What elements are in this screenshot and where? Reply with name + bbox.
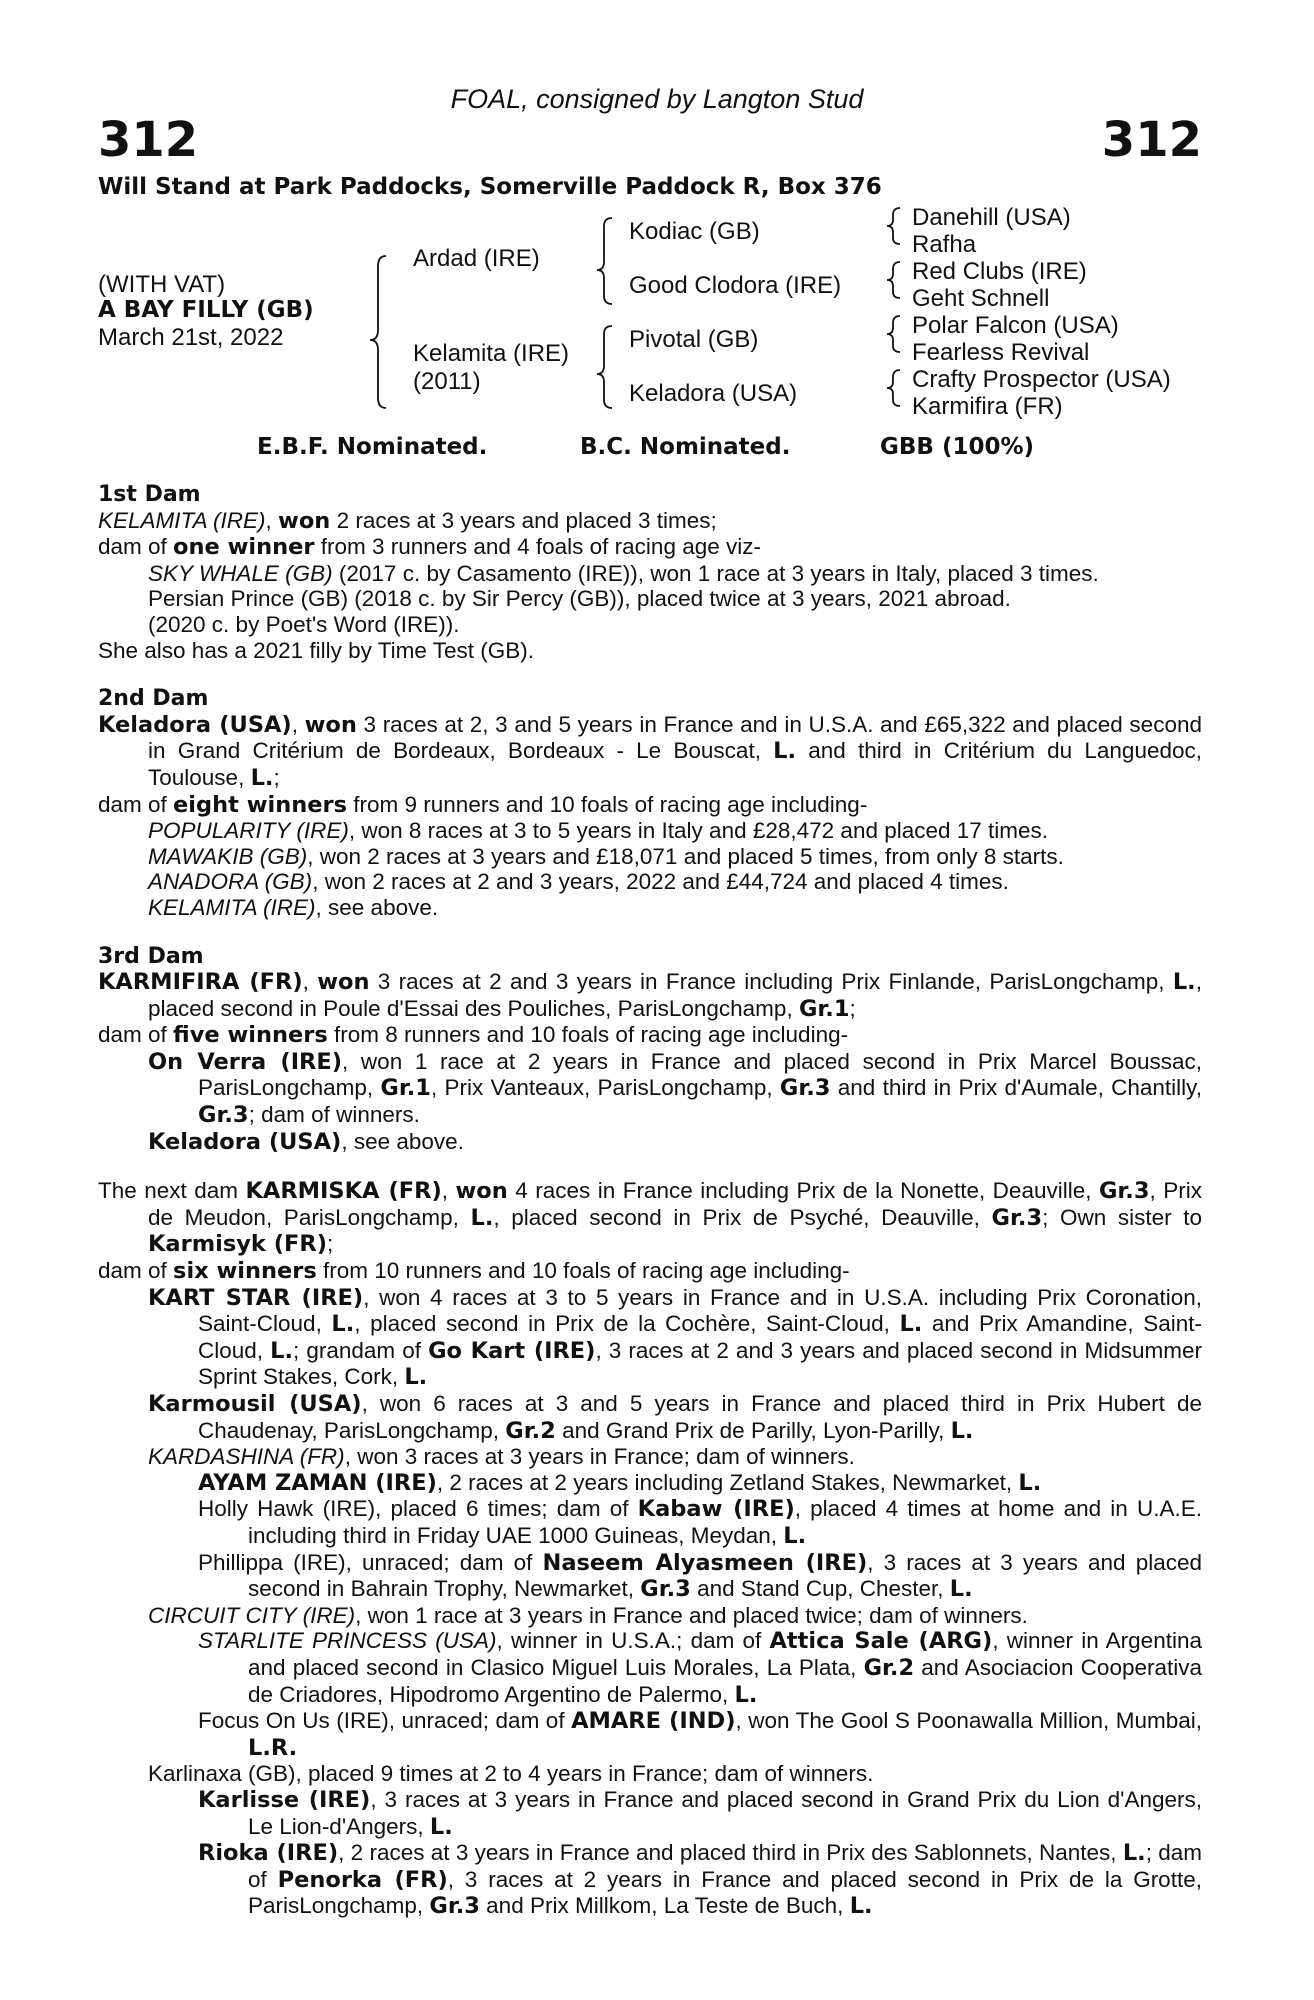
grandproduce-name: Kabaw (IRE) bbox=[637, 1496, 795, 1523]
stand-location: Will Stand at Park Paddocks, Somerville Paddock R, Box 376 bbox=[98, 174, 882, 200]
text: , won 1 race at 3 years in France and placed twice; dam of winners. bbox=[355, 1602, 1028, 1628]
produce-name: KART STAR (IRE) bbox=[148, 1284, 364, 1311]
text: and third in Critérium du Languedoc, Toulouse, bbox=[148, 738, 1203, 790]
text: , won 3 races at 3 years in France; dam of winners. bbox=[344, 1444, 855, 1470]
produce-name: CIRCUIT CITY (IRE) bbox=[148, 1602, 356, 1628]
text: and Prix Millkom, La Teste de Buch, bbox=[479, 1893, 850, 1919]
winner-count: one winner bbox=[173, 534, 315, 561]
produce-name: SKY WHALE (GB) bbox=[148, 560, 333, 586]
third-dam-record bbox=[98, 969, 1202, 1022]
horse-name: A BAY FILLY (GB) bbox=[98, 297, 314, 323]
next-dam-produce-summary bbox=[98, 1258, 1202, 1285]
produce-entry bbox=[98, 1285, 1202, 1391]
text: dam of bbox=[98, 534, 174, 560]
won-label: won bbox=[278, 507, 331, 534]
text: Focus On Us (IRE), unraced; dam of bbox=[198, 1708, 572, 1734]
dam-name: KARMISKA (FR) bbox=[245, 1178, 442, 1205]
produce-entry bbox=[98, 1129, 1202, 1156]
text: , Prix Vanteaux, ParisLongchamp, bbox=[430, 1075, 780, 1101]
dam-name: Keladora (USA) bbox=[98, 711, 292, 738]
produce-entry bbox=[98, 844, 1202, 870]
text: , 2 races at 3 years in France and placed third in Prix des Sablonnets, Nantes, bbox=[338, 1840, 1123, 1866]
grandproduce-entry bbox=[98, 1628, 1202, 1708]
text: , won 2 races at 2 and 3 years, 2022 and £44,724 and placed 4 times. bbox=[312, 869, 1009, 895]
grandproduce-entry bbox=[98, 1787, 1202, 1840]
grandproduce-name: Go Kart (IRE) bbox=[428, 1337, 596, 1364]
group-label: Gr.3 bbox=[991, 1204, 1043, 1231]
text: from 8 runners and 10 foals of racing age including- bbox=[327, 1022, 849, 1048]
produce-entry bbox=[98, 1603, 1202, 1629]
dam-dam: Keladora (USA) bbox=[629, 380, 798, 407]
dam-name: KARMIFIRA (FR) bbox=[98, 969, 303, 996]
listed-label: L. bbox=[1018, 1469, 1042, 1496]
produce-entry bbox=[98, 1444, 1202, 1470]
consignment-line: FOAL, consigned by Langton Stud bbox=[450, 84, 864, 114]
text: , bbox=[441, 1178, 456, 1204]
great-grandproduce-name: AMARE (IND) bbox=[571, 1708, 736, 1735]
ancestor-4: Geht Schnell bbox=[912, 285, 1050, 312]
sire: Ardad (IRE) bbox=[413, 245, 540, 272]
grandproduce-name: AYAM ZAMAN (IRE) bbox=[198, 1469, 437, 1496]
catalogue-body bbox=[98, 482, 1202, 1920]
group-label: Gr.2 bbox=[505, 1417, 556, 1444]
text: , won 6 races at 3 and 5 years in France and placed third in Prix Hubert de Chaudenay, ParisLongchamp, bbox=[198, 1391, 1202, 1443]
text: from 9 runners and 10 foals of racing age including- bbox=[347, 791, 868, 817]
first-dam-produce-summary bbox=[98, 534, 1202, 561]
ebf-nominated: E.B.F. Nominated. bbox=[257, 434, 488, 460]
listed-label: L. bbox=[250, 764, 274, 791]
text: , winner in U.S.A.; dam of bbox=[496, 1628, 770, 1654]
great-grandproduce-name: Penorka (FR) bbox=[277, 1866, 448, 1893]
produce-name: KARDASHINA (FR) bbox=[148, 1444, 345, 1470]
listed-label: L. bbox=[404, 1364, 428, 1391]
text: and Asociacion Cooperativa de Criadores, Hipodromo Argentino de Palermo, bbox=[248, 1654, 1202, 1707]
won-label: won bbox=[304, 711, 357, 738]
listed-label: L. bbox=[783, 1522, 807, 1549]
third-dam-produce-summary bbox=[98, 1022, 1202, 1049]
dam-year: (2011) bbox=[413, 368, 481, 395]
text: , see above. bbox=[315, 894, 439, 920]
produce-entry: Persian Prince (GB) (2018 c. by Sir Percy (GB)), placed twice at 3 years, 2021 abroad. bbox=[148, 586, 1011, 612]
listed-label: L. bbox=[773, 738, 797, 765]
second-dam-heading: 2nd Dam bbox=[98, 686, 209, 712]
text: and Grand Prix de Parilly, Lyon-Parilly, bbox=[555, 1417, 951, 1443]
lot-number-left: 312 bbox=[98, 112, 199, 168]
group-label: Gr.2 bbox=[863, 1654, 915, 1681]
group-label: Gr.3 bbox=[198, 1102, 249, 1129]
produce-name: Keladora (USA) bbox=[148, 1128, 342, 1155]
second-dam-produce-summary bbox=[98, 792, 1202, 819]
listed-label: L. bbox=[470, 1204, 494, 1231]
ancestor-2: Rafha bbox=[912, 231, 977, 258]
listed-label: L. bbox=[1172, 969, 1196, 996]
ancestor-6: Fearless Revival bbox=[912, 339, 1090, 366]
produce-note: She also has a 2021 filly by Time Test (GB). bbox=[98, 637, 535, 663]
produce-name: Karmousil (USA) bbox=[148, 1391, 362, 1417]
text: and third in Prix d'Aumale, Chantilly, bbox=[830, 1075, 1203, 1101]
won-label: won bbox=[317, 969, 370, 996]
winner-count: eight winners bbox=[173, 791, 348, 818]
text: and Prix Amandine, Saint-Cloud, bbox=[198, 1311, 1202, 1363]
text: ; grandam of bbox=[293, 1337, 429, 1363]
first-dam-heading: 1st Dam bbox=[98, 482, 201, 507]
grandproduce-name: Karlisse (IRE) bbox=[198, 1786, 371, 1813]
text: , bbox=[291, 711, 305, 737]
next-dam-record bbox=[98, 1178, 1202, 1258]
listed-label: L. bbox=[899, 1311, 923, 1338]
text: , 3 races at 2 years in France and placed second in Prix de la Grotte, ParisLongchamp, bbox=[248, 1866, 1202, 1919]
group-label: Gr.3 bbox=[429, 1893, 480, 1920]
text: , see above. bbox=[341, 1128, 464, 1154]
produce-entry bbox=[98, 895, 1202, 921]
listed-label: L. bbox=[331, 1311, 355, 1338]
third-dam-section bbox=[98, 944, 1202, 1156]
lot-number-right: 312 bbox=[1101, 112, 1202, 168]
produce-name: MAWAKIB (GB) bbox=[148, 843, 308, 869]
record-text: 2 races at 3 years and placed 3 times; bbox=[330, 507, 717, 533]
text: (2017 c. by Casamento (IRE)), won 1 race at 3 years in Italy, placed 3 times. bbox=[332, 560, 1099, 586]
produce-entry bbox=[98, 1391, 1202, 1444]
produce-name: KELAMITA (IRE) bbox=[148, 894, 316, 920]
listed-label: L. bbox=[270, 1337, 294, 1364]
grandproduce-entry bbox=[98, 1496, 1202, 1549]
text: ; bbox=[849, 995, 856, 1021]
text: ; bbox=[327, 1231, 334, 1257]
text: , placed 4 times at home and in U.A.E. including third in Friday UAE 1000 Guineas, Meydan, bbox=[248, 1496, 1202, 1548]
group-label: Gr.3 bbox=[640, 1576, 691, 1603]
produce-name: ANADORA (GB) bbox=[148, 869, 313, 895]
group-label: Gr.3 bbox=[1098, 1178, 1150, 1205]
grandproduce-entry bbox=[98, 1470, 1202, 1497]
text: , 3 races at 2 and 3 years and placed second in Midsummer Sprint Stakes, Cork, bbox=[198, 1337, 1202, 1390]
text: , 3 races at 3 years in France and placed second in Grand Prix du Lion d'Angers, Le Lion-d'Angers, bbox=[248, 1786, 1203, 1839]
ancestor-5: Polar Falcon (USA) bbox=[912, 312, 1119, 339]
produce-entry: Karlinaxa (GB), placed 9 times at 2 to 4 years in France; dam of winners. bbox=[148, 1761, 874, 1787]
ancestor-7: Crafty Prospector (USA) bbox=[912, 366, 1171, 393]
gbb-premium: GBB (100%) bbox=[880, 434, 1035, 460]
text: 3 races at 2, 3 and 5 years in France and in U.S.A. and £65,322 and placed second in Grand Critérium de Bordeaux, Bordeaux - Le Bouscat, bbox=[148, 711, 1202, 764]
produce-entry bbox=[98, 869, 1202, 895]
grandproduce-name: STARLITE PRINCESS (USA) bbox=[198, 1628, 497, 1654]
foaling-date: March 21st, 2022 bbox=[98, 324, 284, 351]
winner-count: five winners bbox=[173, 1022, 328, 1049]
text: , 2 races at 2 years including Zetland Stakes, Newmarket, bbox=[436, 1469, 1019, 1495]
next-dam-section bbox=[98, 1178, 1202, 1920]
text: ; dam of bbox=[248, 1840, 1203, 1892]
sire-sire: Kodiac (GB) bbox=[629, 218, 760, 245]
first-dam-name: KELAMITA (IRE) bbox=[98, 507, 266, 533]
text: , Prix de Meudon, ParisLongchamp, bbox=[148, 1178, 1202, 1230]
second-dam-record bbox=[98, 712, 1202, 792]
dam-sire: Pivotal (GB) bbox=[629, 326, 759, 353]
group-label: Gr.1 bbox=[798, 995, 850, 1022]
text: Holly Hawk (IRE), placed 6 times; dam of bbox=[198, 1496, 638, 1522]
produce-entry: (2020 c. by Poet's Word (IRE)). bbox=[148, 611, 460, 637]
sire-dam: Good Clodora (IRE) bbox=[629, 272, 842, 299]
grandproduce-entry bbox=[98, 1550, 1202, 1603]
ancestor-8: Karmifira (FR) bbox=[912, 393, 1063, 420]
text: , won The Gool S Poonawalla Million, Mumbai, bbox=[735, 1708, 1202, 1734]
listed-label: L. bbox=[950, 1417, 974, 1444]
text: , 3 races at 3 years and placed second in Bahrain Trophy, Newmarket, bbox=[248, 1549, 1202, 1602]
text: 4 races in France including Prix de la Nonette, Deauville, bbox=[507, 1178, 1099, 1204]
first-dam-section bbox=[98, 482, 1202, 663]
produce-name: POPULARITY (IRE) bbox=[148, 818, 349, 844]
listed-label: L. bbox=[734, 1681, 758, 1708]
listed-label: L. bbox=[949, 1576, 973, 1603]
text: ; bbox=[273, 764, 280, 790]
grandproduce-name: Rioka (IRE) bbox=[198, 1840, 339, 1867]
produce-entry bbox=[98, 1049, 1202, 1129]
text: Phillippa (IRE), unraced; dam of bbox=[198, 1549, 543, 1575]
produce-entry bbox=[98, 818, 1202, 844]
sibling-name: Karmisyk (FR) bbox=[148, 1231, 327, 1258]
text: , winner in Argentina and placed second in Clasico Miguel Luis Morales, La Plata, bbox=[248, 1628, 1202, 1680]
third-dam-heading: 3rd Dam bbox=[98, 943, 204, 969]
text: dam of bbox=[98, 1258, 174, 1284]
ancestor-3: Red Clubs (IRE) bbox=[912, 258, 1087, 285]
first-dam-record: KELAMITA (IRE), won 2 races at 3 years and placed 3 times; bbox=[98, 507, 717, 534]
text: , placed second in Prix de la Cochère, Saint-Cloud, bbox=[354, 1311, 900, 1337]
listed-label: L. bbox=[849, 1893, 873, 1920]
ancestor-1: Danehill (USA) bbox=[912, 204, 1071, 231]
text: dam of bbox=[98, 791, 174, 817]
produce-entry bbox=[98, 561, 1202, 587]
text: , bbox=[302, 969, 318, 995]
dam: Kelamita (IRE) bbox=[413, 340, 570, 367]
listed-label: L. bbox=[1122, 1840, 1146, 1867]
bc-nominated: B.C. Nominated. bbox=[580, 434, 791, 460]
listed-label: L.R. bbox=[248, 1734, 298, 1761]
won-label: won bbox=[455, 1178, 508, 1205]
text: from 10 runners and 10 foals of racing age including- bbox=[316, 1258, 850, 1284]
text: and Stand Cup, Chester, bbox=[690, 1576, 950, 1602]
text: from 3 runners and 4 foals of racing age viz- bbox=[314, 534, 761, 560]
group-label: Gr.1 bbox=[380, 1075, 431, 1102]
text: , placed second in Prix de Psyché, Deauville, bbox=[493, 1204, 992, 1230]
text: , won 2 races at 3 years and £18,071 and placed 5 times, from only 8 starts. bbox=[307, 843, 1064, 869]
text: dam of bbox=[98, 1022, 174, 1048]
text: , won 4 races at 3 to 5 years in France and in U.S.A. including Prix Coronation, Saint-Cloud, bbox=[198, 1284, 1202, 1337]
text: The next dam bbox=[98, 1178, 246, 1204]
produce-name: On Verra (IRE) bbox=[148, 1048, 343, 1075]
grandproduce-entry bbox=[98, 1840, 1202, 1920]
text: , won 1 race at 2 years in France and placed second in Prix Marcel Boussac, ParisLongchamp, bbox=[198, 1048, 1202, 1101]
text: , won 8 races at 3 to 5 years in Italy and £28,472 and placed 17 times. bbox=[348, 818, 1049, 844]
text: ; dam of winners. bbox=[248, 1102, 420, 1128]
vat-note: (WITH VAT) bbox=[98, 271, 226, 298]
group-label: Gr.3 bbox=[779, 1075, 831, 1102]
grandproduce-name: Naseem Alyasmeen (IRE) bbox=[542, 1549, 868, 1576]
winner-count: six winners bbox=[173, 1258, 317, 1285]
great-grandproduce-name: Attica Sale (ARG) bbox=[769, 1628, 993, 1655]
text: 3 races at 2 and 3 years in France including Prix Finlande, ParisLongchamp, bbox=[369, 969, 1173, 995]
grandproduce-entry bbox=[98, 1708, 1202, 1761]
listed-label: L. bbox=[429, 1813, 453, 1840]
second-dam-section bbox=[98, 686, 1202, 920]
text: ; Own sister to bbox=[1042, 1204, 1202, 1230]
text: , placed second in Poule d'Essai des Pouliches, ParisLongchamp, bbox=[148, 969, 1202, 1021]
